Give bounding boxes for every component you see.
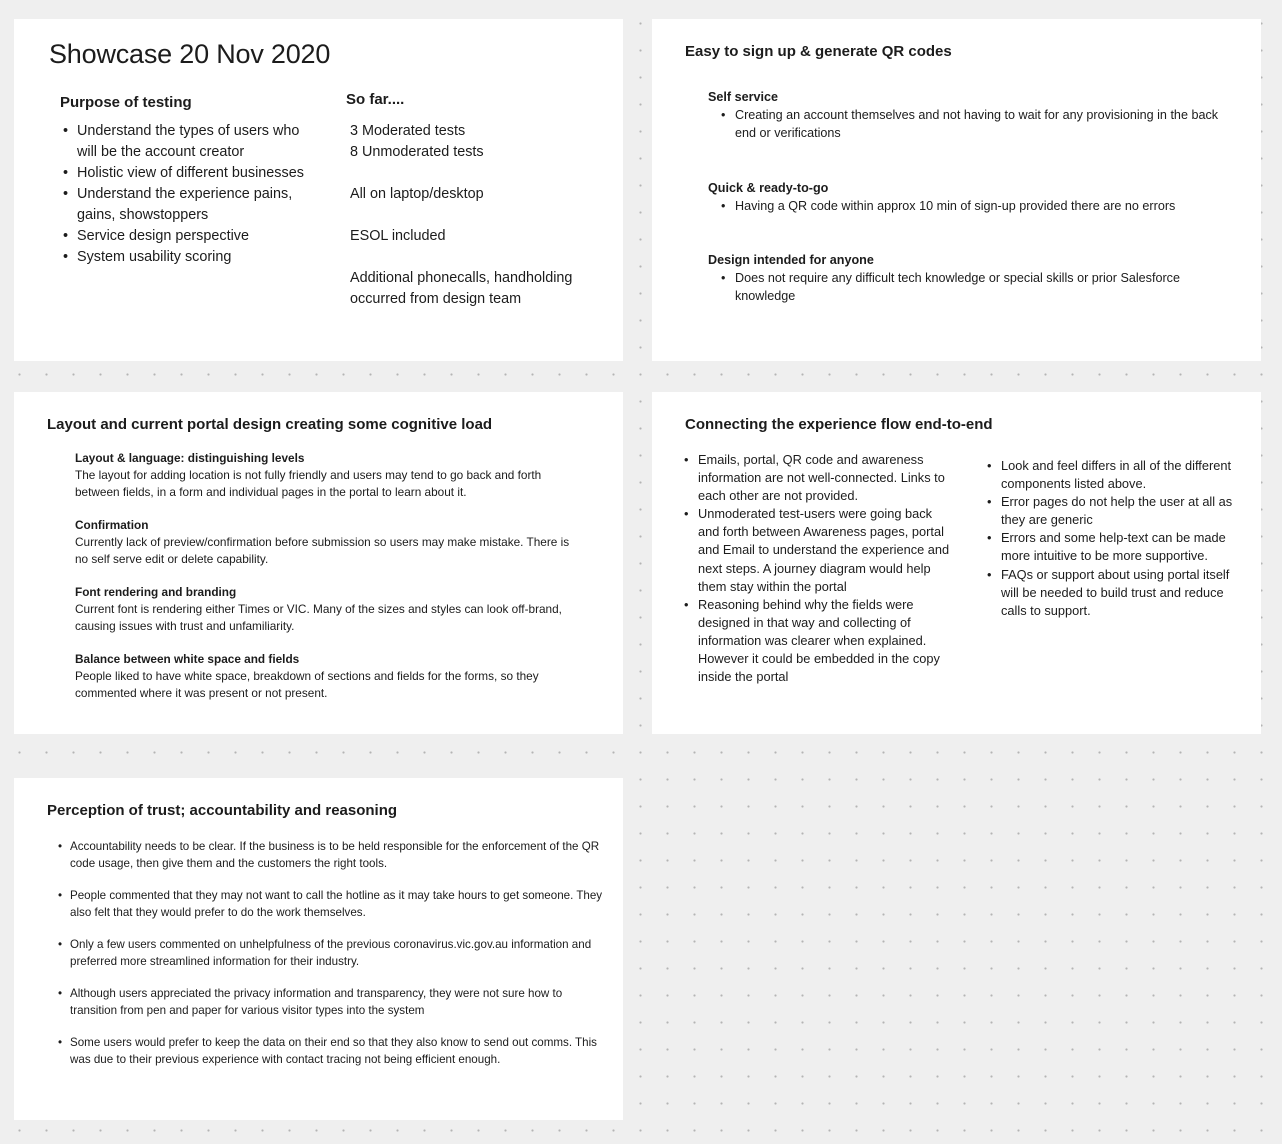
section-self-service	[708, 88, 1228, 142]
list-item: • Emails, portal, QR code and awareness information are not well-connected. Links to each other are not provided.	[698, 451, 954, 505]
card-title: Showcase 20 Nov 2020	[49, 39, 331, 69]
list-item: • Reasoning behind why the fields were designed in that way and collecting of information was clearer when explained. However it could be embedded in the copy inside the portal	[698, 596, 954, 686]
section-heading: Self service	[708, 90, 779, 104]
so-far-heading: So far....	[346, 91, 405, 108]
so-far-text: 3 Moderated tests 8 Unmoderated tests All on laptop/desktop ESOL included Additional phonecalls, handholding occurred from design team	[350, 123, 573, 307]
purpose-list	[77, 121, 307, 268]
card-title: Connecting the experience flow end-to-end	[685, 416, 993, 433]
list-item: • FAQs or support about using portal itself will be needed to build trust and reduce calls to support.	[1001, 566, 1237, 620]
card-trust[interactable]	[14, 778, 623, 1120]
card-experience-flow[interactable]	[652, 392, 1261, 734]
block-heading: Font rendering and branding	[75, 585, 237, 599]
section-list	[708, 269, 1228, 305]
block-heading: Layout & language: distinguishing levels	[75, 451, 305, 465]
purpose-heading: Purpose of testing	[60, 94, 192, 111]
block-heading: Confirmation	[75, 518, 149, 532]
section-list	[708, 197, 1228, 215]
block-heading: Balance between white space and fields	[75, 652, 300, 666]
card-title: Easy to sign up & generate QR codes	[685, 43, 952, 60]
block-text: The layout for adding location is not fully friendly and users may tend to go back and forth between fields, in a form and individual pages in the portal to learn about it.	[75, 468, 542, 499]
section-heading: Quick & ready-to-go	[708, 181, 829, 195]
left-column-list	[698, 451, 954, 686]
section-heading: Design intended for anyone	[708, 253, 874, 267]
list-item: • Understand the experience pains, gains, showstoppers	[77, 184, 307, 226]
block-confirmation	[75, 517, 575, 568]
list-item: • Error pages do not help the user at all as they are generic	[1001, 493, 1237, 529]
list-item: • Errors and some help-text can be made more intuitive to be more supportive.	[1001, 529, 1237, 565]
list-item: • Some users would prefer to keep the data on their end so that they also know to send out comms. This was due to their previous experience with contact tracing not being efficient enough.	[70, 1035, 606, 1068]
list-item: • Does not require any difficult tech knowledge or special skills or prior Salesforce knowledge	[735, 269, 1228, 305]
section-quick-ready	[708, 179, 1228, 215]
list-item: • Having a QR code within approx 10 min of sign-up provided there are no errors	[735, 197, 1228, 215]
trust-list	[70, 839, 606, 1084]
block-font-branding	[75, 584, 575, 635]
list-item: • Holistic view of different businesses	[77, 163, 307, 184]
card-sign-up[interactable]	[652, 19, 1261, 361]
list-item: • Look and feel differs in all of the different components listed above.	[1001, 457, 1237, 493]
block-white-space	[75, 651, 575, 702]
list-item: • Understand the types of users who will be the account creator	[77, 121, 307, 163]
list-item: • Service design perspective	[77, 226, 307, 247]
block-text: Current font is rendering either Times or VIC. Many of the sizes and styles can look off-brand, causing issues with trust and unfamiliarity.	[75, 602, 562, 633]
card-showcase[interactable]	[14, 19, 623, 361]
list-item: • Although users appreciated the privacy information and transparency, they were not sure how to transition from pen and paper for various visitor types into the system	[70, 986, 606, 1019]
list-item: • Accountability needs to be clear. If the business is to be held responsible for the enforcement of the QR code usage, then give them and the customers the right tools.	[70, 839, 606, 872]
block-text: People liked to have white space, breakdown of sections and fields for the forms, so they commented where it was present or not present.	[75, 669, 539, 700]
card-cognitive-load[interactable]	[14, 392, 623, 734]
card-title: Perception of trust; accountability and reasoning	[47, 802, 398, 819]
block-layout-language	[75, 450, 575, 501]
block-text: Currently lack of preview/confirmation before submission so users may make mistake. There is no self serve edit or delete capability.	[75, 535, 570, 566]
list-item: • Unmoderated test-users were going back and forth between Awareness pages, portal and Email to understand the experience and next steps. A journey diagram would help them stay within the portal	[698, 505, 954, 595]
list-item: • People commented that they may not want to call the hotline as it may take hours to get someone. They also felt that they would prefer to do the work themselves.	[70, 888, 606, 921]
list-item: • Only a few users commented on unhelpfulness of the previous coronavirus.vic.gov.au information and preferred more streamlined information for their industry.	[70, 937, 606, 970]
section-design-anyone	[708, 251, 1228, 305]
card-title: Layout and current portal design creating some cognitive load	[47, 416, 493, 433]
list-item: • System usability scoring	[77, 247, 307, 268]
right-column-list	[1001, 457, 1237, 620]
list-item: • Creating an account themselves and not having to wait for any provisioning in the back end or verifications	[735, 106, 1228, 142]
section-list	[708, 106, 1228, 142]
